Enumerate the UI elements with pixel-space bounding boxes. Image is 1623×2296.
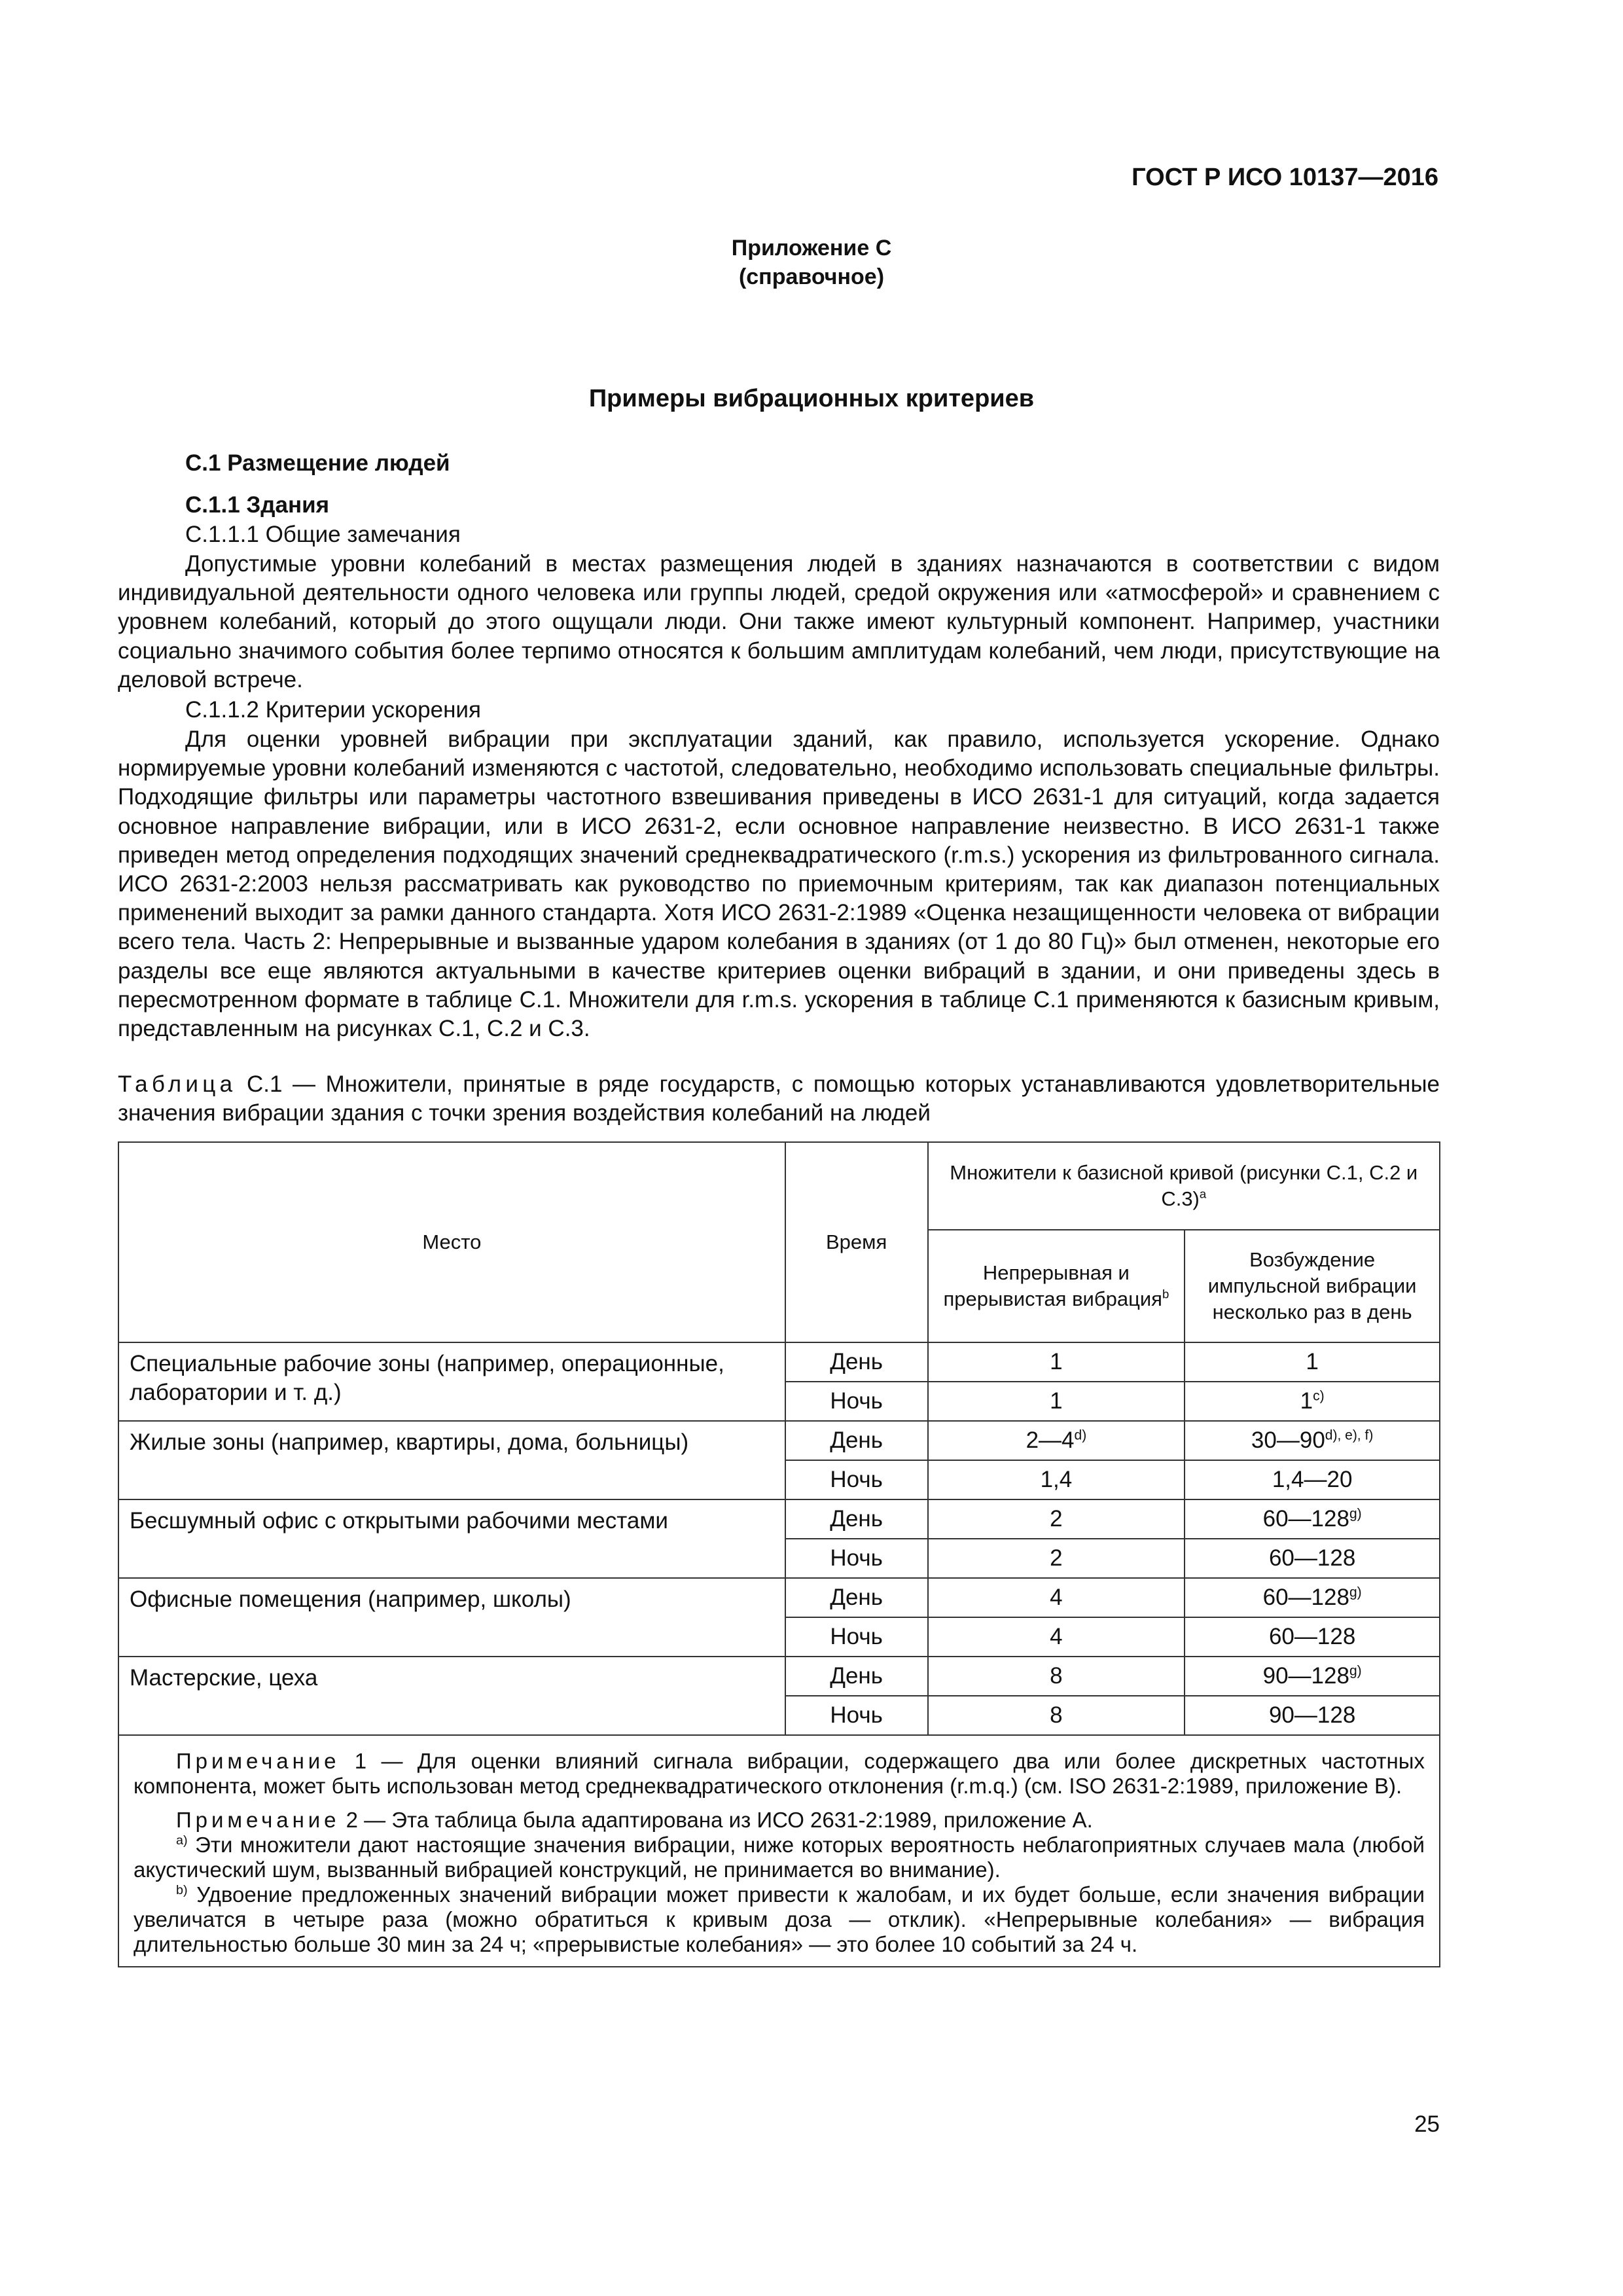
standard-number: ГОСТ Р ИСО 10137—2016 <box>1132 164 1438 191</box>
header-time: Время <box>785 1142 928 1342</box>
continuous-cell: 4 <box>928 1617 1185 1657</box>
clause-label-acceleration: С.1.1.2 Критерии ускорения <box>185 697 481 723</box>
clause-acceleration-text <box>118 725 1440 1043</box>
impulse-cell: 1,4—20 <box>1185 1460 1440 1499</box>
header-continuous: Непрерывная и прерывистая вибрация$^b$ <box>928 1230 1185 1342</box>
table-row <box>118 1342 1440 1382</box>
table-notes <box>118 1735 1440 1967</box>
impulse-cell: 60—128$^{g)}$ <box>1185 1578 1440 1617</box>
header-impulse: Возбуждение импульсной вибрации несколько раз в день <box>1185 1230 1440 1342</box>
continuous-cell: 1 <box>928 1382 1185 1421</box>
table-caption <box>118 1070 1440 1128</box>
section-heading: С.1 Размещение людей <box>185 450 450 476</box>
footnote-a: $^{a)}$ Эти множители дают настоящие значения вибрации, ниже которых вероятность неблагоприятных случаев мала (любой акустический шум, вызванный вибрацией конструкций, не принимается во внимание). <box>134 1833 1425 1882</box>
time-cell: День <box>785 1657 928 1696</box>
subsection-heading: С.1.1 Здания <box>185 492 330 518</box>
continuous-cell: 8 <box>928 1696 1185 1735</box>
time-cell: Ночь <box>785 1539 928 1578</box>
table-caption-prefix: Таблица <box>118 1071 237 1097</box>
appendix-type: (справочное) <box>738 264 885 289</box>
place-cell: Специальные рабочие зоны (например, операционные, лаборатории и т. д.) <box>118 1342 785 1421</box>
place-cell: Мастерские, цеха <box>118 1657 785 1735</box>
continuous-cell: 1,4 <box>928 1460 1185 1499</box>
continuous-cell: 4 <box>928 1578 1185 1617</box>
impulse-cell: 90—128 <box>1185 1696 1440 1735</box>
table-caption-text: С.1 — Множители, принятые в ряде государств, с помощью которых устанавливаются удовлетворительные значения вибрации здания с точки зрения воздействия колебаний на людей <box>118 1071 1440 1126</box>
place-cell: Офисные помещения (например, школы) <box>118 1578 785 1657</box>
note-1: Примечание 1 — Для оценки влияний сигнала вибрации, содержащего два или более дискретных частотных компонента, может быть использован метод среднеквадратического отклонения (r.m.q.) (см. ISO 2631-2:1989, приложение В). <box>134 1749 1425 1798</box>
continuous-cell: 2—4$^{d)}$ <box>928 1421 1185 1460</box>
table-row <box>118 1499 1440 1539</box>
footnote-b: $^{b)}$ Удвоение предложенных значений вибрации может привести к жалобам, и их будет больше, если значения вибрации увеличатся в четыре раза (можно обратиться к кривым доза — отклик). «Непрерывные колебания» — вибрация длительностью больше 30 мин за 24 ч; «прерывистые колебания» — это более 10 событий за 24 ч. <box>134 1882 1425 1956</box>
document-title: Примеры вибрационных критериев <box>588 385 1035 412</box>
time-cell: День <box>785 1342 928 1382</box>
page-number: 25 <box>1414 2111 1440 2137</box>
impulse-cell: $30—90^{d), e), f)}$ <box>1185 1421 1440 1460</box>
impulse-cell: 60—128 <box>1185 1539 1440 1578</box>
time-cell: День <box>785 1499 928 1539</box>
impulse-cell: 60—128 <box>1185 1617 1440 1657</box>
place-cell: Жилые зоны (например, квартиры, дома, больницы) <box>118 1421 785 1499</box>
clause-general-text <box>118 550 1440 694</box>
impulse-cell: 90—128$^{g)}$ <box>1185 1657 1440 1696</box>
place-cell: Бесшумный офис с открытыми рабочими местами <box>118 1499 785 1578</box>
table-row <box>118 1657 1440 1696</box>
continuous-cell: 2 <box>928 1539 1185 1578</box>
continuous-cell: 8 <box>928 1657 1185 1696</box>
time-cell: Ночь <box>785 1617 928 1657</box>
continuous-cell: 1 <box>928 1342 1185 1382</box>
time-cell: Ночь <box>785 1460 928 1499</box>
table-row <box>118 1578 1440 1617</box>
time-cell: Ночь <box>785 1382 928 1421</box>
clause-label-general: С.1.1.1 Общие замечания <box>185 522 461 547</box>
continuous-cell: 2 <box>928 1499 1185 1539</box>
paragraph-acceleration: Для оценки уровней вибрации при эксплуатации зданий, как правило, используется ускорение. Однако нормируемые уровни колебаний изменяются с частотой, следовательно, необходимо использовать специальные фильтры. Подходящие фильтры или параметры частотного взвешивания приведены в ИСО 2631-1 для ситуаций, когда задается основное направление вибрации, или в ИСО 2631-2, если основное направление неизвестно. В ИСО 2631-1 также приведен метод определения подходящих значений среднеквадратического (r.m.s.) ускорения из фильтрованного сигнала. ИСО 2631-2:2003 нельзя рассматривать как руководство по приемочным критериям, так как диапазон потенциальных применений выходит за рамки данного стандарта. Хотя ИСО 2631-2:1989 «Оценка незащищенности человека от вибрации всего тела. Часть 2: Непрерывные и вызванные ударом колебания в зданиях (от 1 до 80 Гц)» был отменен, некоторые его разделы все еще являются актуальными в качестве критериев оценки вибраций в здании, и они приведены здесь в пересмотренном формате в таблице С.1. Множители для r.m.s. ускорения в таблице С.1 применяются к базисным кривым, представленным на рисунках С.1, С.2 и С.3. <box>118 726 1440 1042</box>
vibration-multipliers-table <box>118 1141 1440 1967</box>
appendix-title: Приложение С <box>731 236 892 260</box>
table-notes-row <box>118 1735 1440 1967</box>
header-multipliers: Множители к базисной кривой (рисунки С.1, С.2 и С.3)$^a$ <box>928 1142 1440 1230</box>
note-2: Примечание 2 — Эта таблица была адаптирована из ИСО 2631-2:1989, приложение А. <box>176 1808 1093 1832</box>
paragraph-general: Допустимые уровни колебаний в местах размещения людей в зданиях назначаются в соответствии с видом индивидуальной деятельности одного человека или группы людей, средой окружения или «атмосферой» и сравнением с уровнем колебаний, который до этого ощущали люди. Они также имеют культурный компонент. Например, участники социально значимого события более терпимо относятся к большим амплитудам колебаний, чем люди, присутствующие на деловой встрече. <box>118 551 1440 692</box>
impulse-cell: 60—128$^{g)}$ <box>1185 1499 1440 1539</box>
time-cell: День <box>785 1578 928 1617</box>
time-cell: День <box>785 1421 928 1460</box>
table-row <box>118 1421 1440 1460</box>
header-place: Место <box>118 1142 785 1342</box>
impulse-cell: 1 <box>1185 1342 1440 1382</box>
table-header-row <box>118 1142 1440 1230</box>
impulse-cell: 1$^{c)}$ <box>1185 1382 1440 1421</box>
time-cell: Ночь <box>785 1696 928 1735</box>
